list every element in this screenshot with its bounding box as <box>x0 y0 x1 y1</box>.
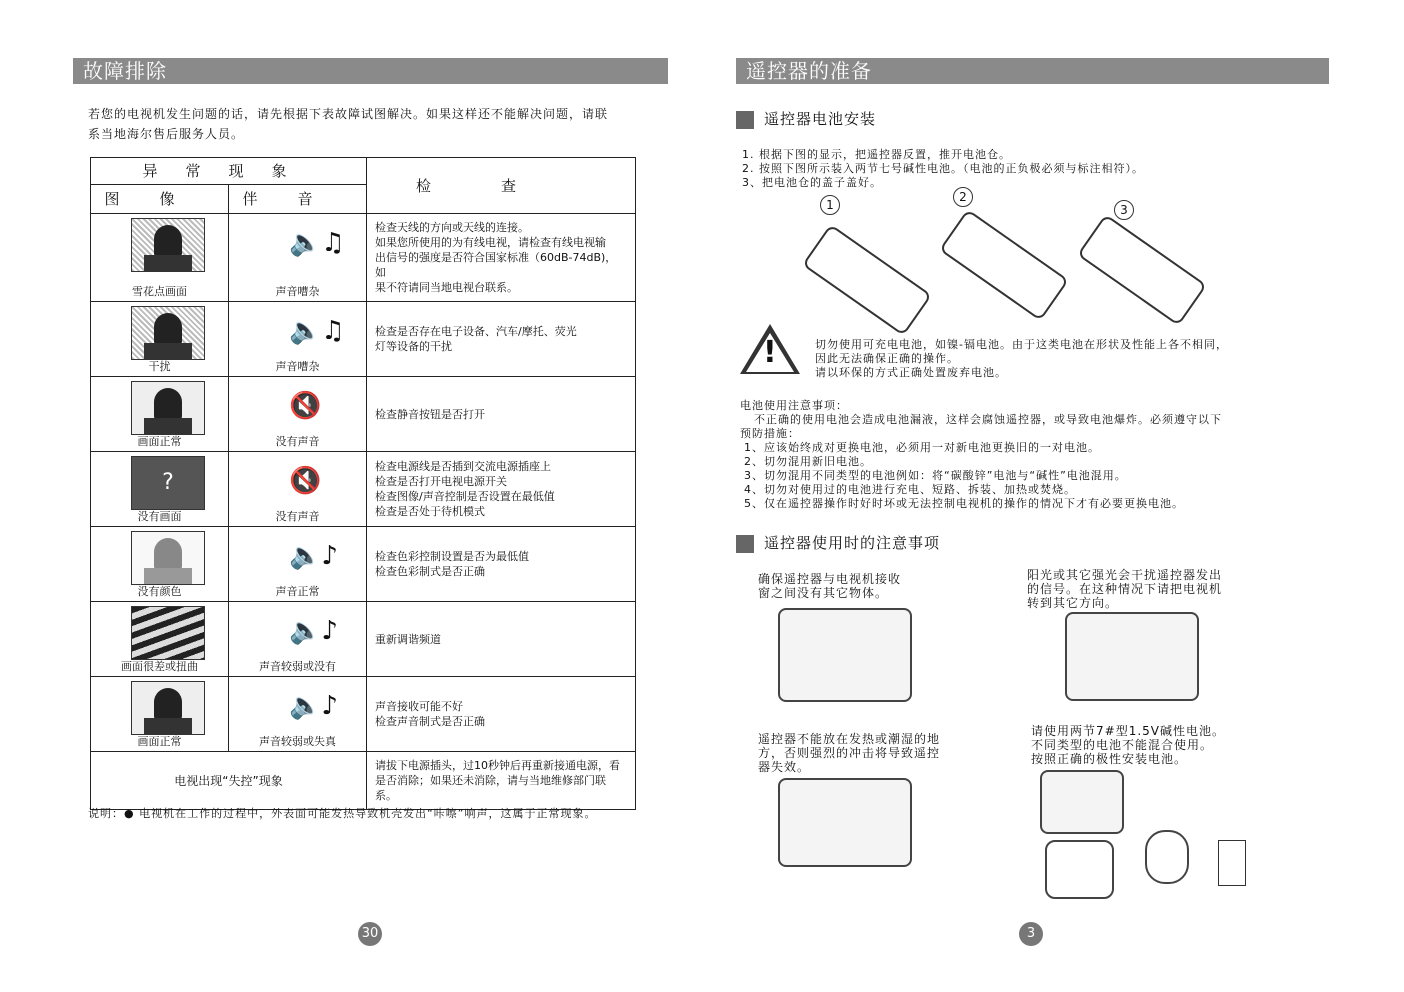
tv-normal-image <box>131 681 205 735</box>
warning-line: 切勿使用可充电电池，如镍-镉电池。由于这类电池在形状及性能上各不相同， <box>815 338 1228 351</box>
runaway-label: 电视出现“失控”现象 <box>91 752 367 810</box>
check-line: 检查是否处于待机模式 <box>375 505 485 518</box>
tv-interference-image <box>131 306 205 360</box>
image-caption: 干扰 <box>148 360 171 373</box>
tip-1 <box>758 572 901 600</box>
section-title-text: 遥控器使用时的注意事项 <box>764 534 941 552</box>
check-line: 检查天线的方向或天线的连接。 <box>375 221 529 234</box>
check-line: 检查是否存在电子设备、汽车/摩托、荧光 <box>375 325 577 338</box>
sound-caption: 声音较弱或没有 <box>259 660 336 673</box>
square-bullet-icon <box>736 535 754 553</box>
sound-caption: 没有声音 <box>275 510 320 523</box>
page-number-right: 3 <box>1019 922 1043 946</box>
tv-normal-image <box>131 381 205 435</box>
figures-illustration <box>1045 840 1114 899</box>
check-line: 检查静音按钮是否打开 <box>375 407 485 421</box>
check-cell <box>367 602 636 677</box>
page-number-left: 30 <box>358 922 382 946</box>
note-item: 3、切勿混用不同类型的电池例如：将“碳酸锌”电池与“碱性”电池混用。 <box>744 469 1127 482</box>
check-line: 灯等设备的干扰 <box>375 340 452 353</box>
check-cell <box>367 752 636 810</box>
speaker-weak-icon: 🔈♪ <box>289 616 338 646</box>
table-row <box>91 677 636 752</box>
check-cell <box>367 302 636 377</box>
tip-line: 阳光或其它强光会干扰遥控器发出 <box>1027 568 1223 582</box>
table-row <box>91 302 636 377</box>
warning-text <box>815 338 1228 380</box>
check-cell <box>367 377 636 452</box>
tip-line: 方，否则强烈的冲击将导致遥控 <box>758 746 941 760</box>
step-line: 2. 按照下图所示装入两节七号碱性电池。（电池的正负极必须与标注相符）。 <box>742 162 1144 175</box>
step-number-3: 3 <box>1114 200 1134 220</box>
remote-close-illustration <box>1077 214 1207 326</box>
image-caption: 雪花点画面 <box>132 285 187 298</box>
speaker-normal-icon: 🔈♪ <box>289 541 338 571</box>
check-cell <box>367 527 636 602</box>
sound-caption: 声音嘈杂 <box>275 285 320 298</box>
check-line: 出信号的强度是否符合国家标准（60dB-74dB)，如 <box>375 251 617 279</box>
tip-2 <box>1027 568 1222 610</box>
tip-4 <box>1031 724 1225 766</box>
check-line: 检查图像/声音控制是否设置在最低值 <box>375 490 555 503</box>
tip-line: 器失效。 <box>758 760 811 774</box>
table-row <box>91 752 636 810</box>
remote-open-illustration <box>802 224 932 336</box>
tip-line: 不同类型的电池不能混合使用。 <box>1031 738 1214 752</box>
header-image: 图像 <box>91 185 229 214</box>
check-cell <box>367 677 636 752</box>
sound-caption: 没有声音 <box>275 435 320 448</box>
sound-caption: 声音正常 <box>275 585 320 598</box>
section-battery-install <box>736 108 876 129</box>
speaker-noise-icon: 🔈♫ <box>289 228 345 258</box>
remote-battery-illustration <box>939 209 1069 321</box>
robot-figure-icon <box>1145 830 1189 884</box>
table-row <box>91 214 636 302</box>
tv-no-color-image <box>131 531 205 585</box>
tv-heat-illustration <box>778 778 912 867</box>
notes-intro: 预防措施： <box>740 427 800 440</box>
tv-no-picture-image: ? <box>131 456 205 510</box>
speaker-noise-icon: 🔈♫ <box>289 316 345 346</box>
check-cell <box>367 452 636 527</box>
section-usage-notes <box>736 532 940 553</box>
tv-distorted-image <box>131 606 205 660</box>
header-abnormal: 异常现象 <box>91 158 367 185</box>
check-line: 重新调谐频道 <box>375 632 441 646</box>
tip-line: 请使用两节7#型1.5V碱性电池。 <box>1031 724 1225 738</box>
intro-line-2: 系当地海尔售后服务人员。 <box>88 127 245 141</box>
tip-line: 确保遥控器与电视机接收 <box>758 572 902 586</box>
square-bullet-icon <box>736 111 754 129</box>
speaker-muted-icon: 🔇 <box>289 466 322 496</box>
intro-text <box>88 104 668 144</box>
speaker-distorted-icon: 🔈♪ <box>289 691 338 721</box>
tip-line: 窗之间没有其它物体。 <box>758 586 889 600</box>
header-sound: 伴音 <box>229 185 367 214</box>
note-item: 1、应该始终成对更换电池，必须用一对新电池更换旧的一对电池。 <box>744 441 1100 454</box>
tip-line: 按照正确的极性安装电池。 <box>1031 752 1188 766</box>
tv-snow-image <box>131 218 205 272</box>
step-number-1: 1 <box>820 195 840 215</box>
warning-line: 请以环保的方式正确处置废弃电池。 <box>815 366 1007 379</box>
check-cell <box>367 214 636 302</box>
check-line: 检查色彩制式是否正确 <box>375 565 485 578</box>
warning-line: 因此无法确保正确的操作。 <box>815 352 959 365</box>
table-row <box>91 452 636 527</box>
battery-icon <box>1218 840 1246 886</box>
image-caption: 画面很差或扭曲 <box>121 660 198 673</box>
right-banner: 遥控器的准备 <box>736 58 1329 84</box>
troubleshooting-table <box>90 157 636 810</box>
check-line: 检查是否打开电视电源开关 <box>375 475 507 488</box>
check-line: 声音接收可能不好 <box>375 700 463 713</box>
check-line: 检查声音制式是否正确 <box>375 715 485 728</box>
install-steps <box>742 148 1144 190</box>
notes-title: 电池使用注意事项： <box>740 399 848 412</box>
tv-obstacle-illustration <box>778 608 912 702</box>
check-line: 请拔下电源插头，过10秒钟后再重新接通电源，看 <box>375 759 620 772</box>
check-line: 如果您所使用的为有线电视，请检查有线电视输 <box>375 236 606 249</box>
tv-sunlight-illustration <box>1065 612 1199 701</box>
check-line: 检查色彩控制设置是否为最低值 <box>375 550 529 563</box>
battery-notes <box>740 399 1222 511</box>
image-caption: 画面正常 <box>137 735 182 748</box>
tv-battery-illustration <box>1040 770 1124 834</box>
section-title-text: 遥控器电池安装 <box>764 110 877 128</box>
intro-line-1: 若您的电视机发生问题的话，请先根据下表故障试图解决。如果这样还不能解决问题，请联 <box>88 107 609 121</box>
speaker-muted-icon: 🔇 <box>289 391 322 421</box>
tip-line: 的信号。在这种情况下请把电视机 <box>1027 582 1223 596</box>
image-caption: 画面正常 <box>137 435 182 448</box>
tip-line: 遥控器不能放在发热或潮湿的地 <box>758 732 941 746</box>
note-item: 2、切勿混用新旧电池。 <box>744 455 872 468</box>
header-check: 检查 <box>367 158 636 214</box>
sound-caption: 声音较弱或失真 <box>259 735 336 748</box>
notes-intro: 不正确的使用电池会造成电池漏液，这样会腐蚀遥控器，或导致电池爆炸。必须遵守以下 <box>754 413 1222 426</box>
check-line: 是否消除；如果还未消除，请与当地维修部门联系。 <box>375 774 606 802</box>
warning-exclamation-icon: ! <box>763 335 777 370</box>
step-number-2: 2 <box>953 187 973 207</box>
note-item: 4、切勿对使用过的电池进行充电、短路、拆装、加热或焚烧。 <box>744 483 1076 496</box>
table-row <box>91 602 636 677</box>
step-line: 3、把电池仓的盖子盖好。 <box>742 176 882 189</box>
left-banner: 故障排除 <box>73 58 668 84</box>
note-text: 说明：● 电视机在工作的过程中，外表面可能发热导致机壳发出“咔嚓”响声，这属于正常现象。 <box>88 807 597 820</box>
check-line: 果不符请同当地电视台联系。 <box>375 281 518 294</box>
check-line: 检查电源线是否插到交流电源插座上 <box>375 460 551 473</box>
note-item: 5、仅在遥控器操作时好时坏或无法控制电视机的操作的情况下才有必要更换电池。 <box>744 497 1184 510</box>
step-line: 1. 根据下图的显示，把遥控器反置，推开电池仓。 <box>742 148 1011 161</box>
tip-3 <box>758 732 940 774</box>
image-caption: 没有画面 <box>137 510 182 523</box>
tip-line: 转到其它方向。 <box>1027 596 1119 610</box>
image-caption: 没有颜色 <box>137 585 182 598</box>
sound-caption: 声音嘈杂 <box>275 360 320 373</box>
table-row <box>91 377 636 452</box>
table-row <box>91 527 636 602</box>
